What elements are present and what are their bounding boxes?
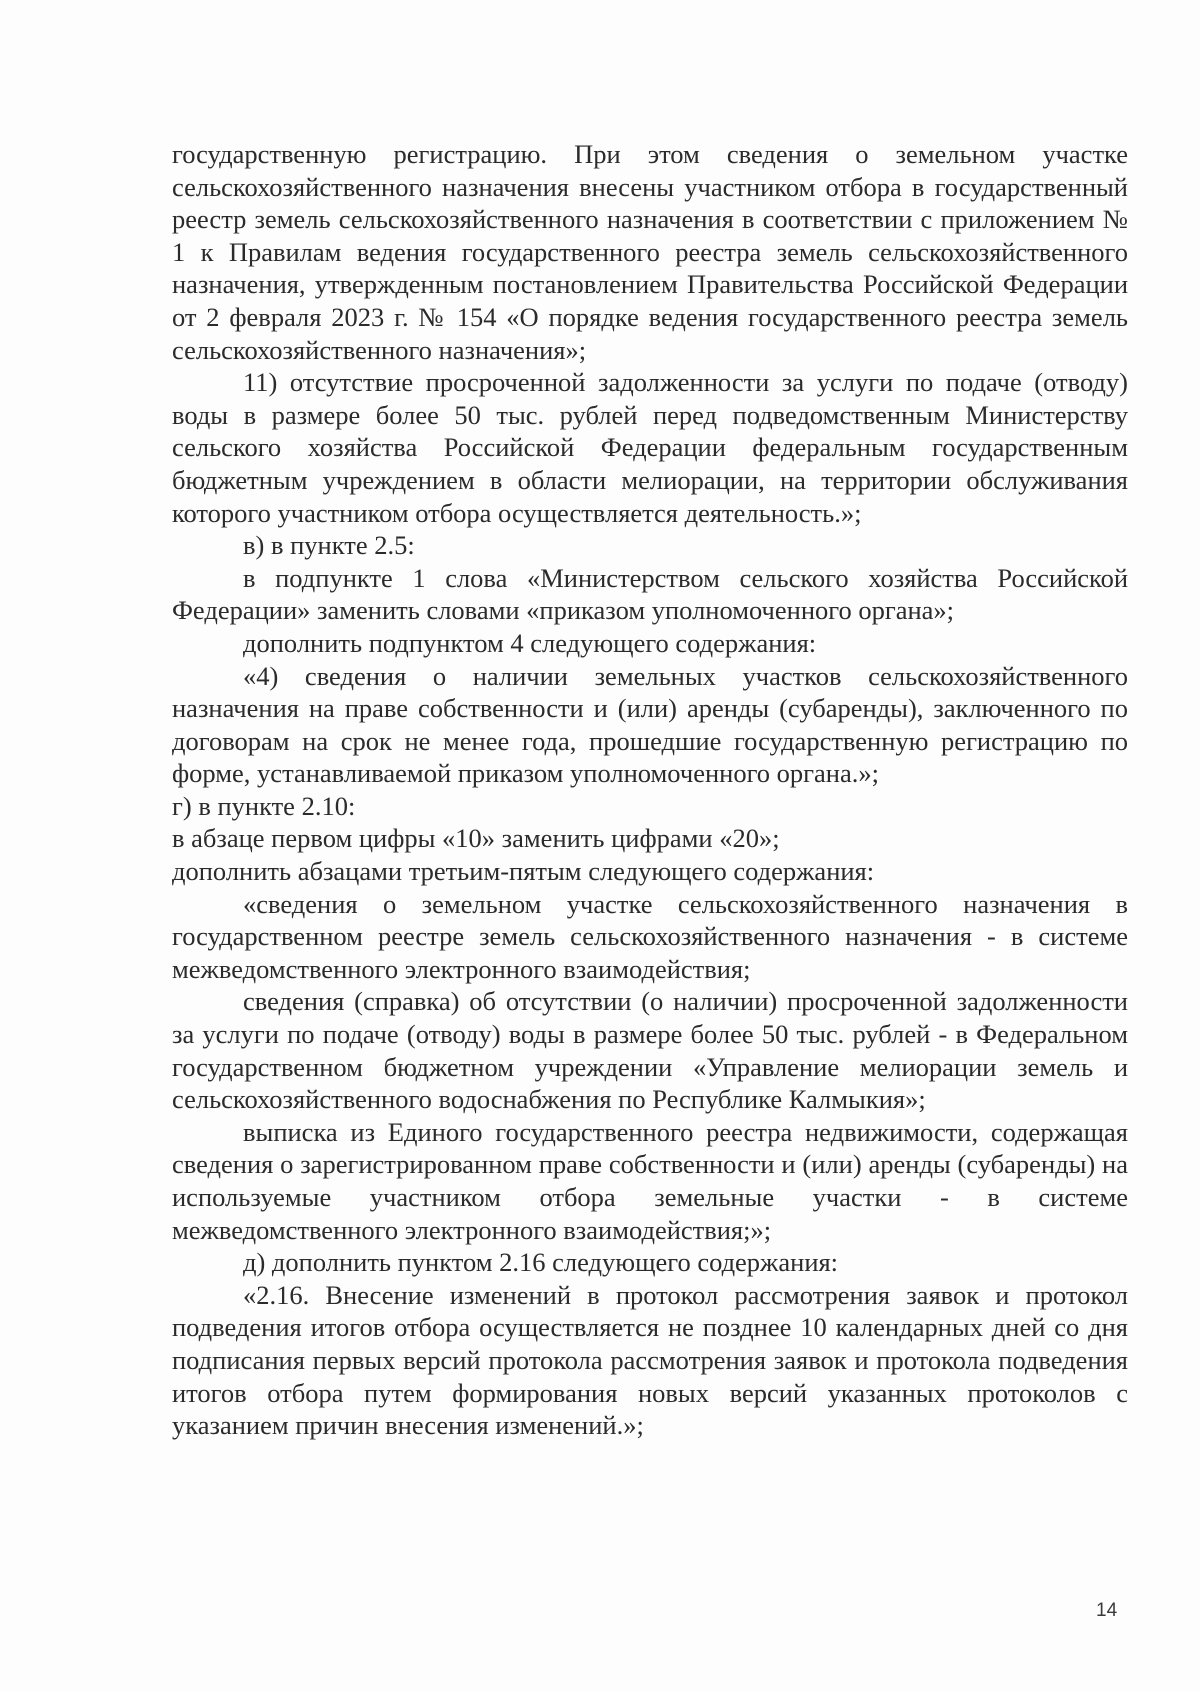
- paragraph-egrn-extract: выписка из Единого государственного реестра недвижимости, содержащая сведения о зарегистрированном праве собственности и (или) аренды (субаренды) на используемые участником отбора земельные участки - в системе межведомственного электронного взаимодействия;»;: [172, 1116, 1128, 1245]
- page-number: 14: [1096, 1600, 1118, 1621]
- paragraph-point-2-16-text: «2.16. Внесение изменений в протокол рассмотрения заявок и протокол подведения итогов отбора осуществляется не позднее 10 календарных дней со дня подписания первых версий протокола рассмотрения заявок и протокола подведения итогов отбора путем формирования новых версий указанных протоколов с указанием причин внесения изменений.»;: [172, 1279, 1128, 1441]
- document-body: [172, 138, 1128, 1442]
- paragraph-add-subitem-4: дополнить подпунктом 4 следующего содержания:: [243, 627, 817, 658]
- paragraph-subitem-1-replace: в подпункте 1 слова «Министерством сельского хозяйства Российской Федерации» заменить словами «приказом уполномоченного органа»;: [172, 562, 1128, 626]
- paragraph-item-11: 11) отсутствие просроченной задолженности за услуги по подаче (отводу) воды в размере более 50 тыс. рублей перед подведомственным Министерству сельского хозяйства Российской Федерации федеральным государственным бюджетным учреждением в области мелиорации, на территории обслуживания которого участником отбора осуществляется деятельность.»;: [172, 367, 1128, 528]
- paragraph-point-2-5: в) в пункте 2.5:: [243, 530, 415, 561]
- paragraph-point-2-10: г) в пункте 2.10:: [172, 790, 356, 821]
- paragraph-add-point-2-16: д) дополнить пунктом 2.16 следующего содержания:: [243, 1247, 839, 1278]
- paragraph-land-register-info: «сведения о земельном участке сельскохозяйственного назначения в государственном реестре земель сельскохозяйственного назначения - в системе межведомственного электронного взаимодействия;: [172, 888, 1128, 984]
- paragraph-replace-digits: в абзаце первом цифры «10» заменить цифрами «20»;: [172, 823, 780, 854]
- paragraph-debt-certificate: сведения (справка) об отсутствии (о наличии) просроченной задолженности за услуги по подаче (отводу) воды в размере более 50 тыс. рублей - в Федеральном государственном бюджетном учреждении «Управление мелиорации земель и сельскохозяйственного водоснабжения по Республике Калмыкия»;: [172, 986, 1128, 1115]
- paragraph-subitem-4-text: «4) сведения о наличии земельных участков сельскохозяйственного назначения на праве собственности и (или) аренды (субаренды), заключенного по договорам на срок не менее года, прошедшие государственную регистрацию по форме, устанавливаемой приказом уполномоченного органа.»;: [172, 660, 1128, 789]
- paragraph-add-paragraphs: дополнить абзацами третьим-пятым следующего содержания:: [172, 856, 875, 887]
- paragraph-registration-continuation: государственную регистрацию. При этом сведения о земельном участке сельскохозяйственного назначения внесены участником отбора в государственный реестр земель сельскохозяйственного назначения в соответствии с приложением № 1 к Правилам ведения государственного реестра земель сельскохозяйственного назначения, утвержденным постановлением Правительства Российской Федерации от 2 февраля 2023 г. № 154 «О порядке ведения государственного реестра земель сельскохозяйственного назначения»;: [172, 139, 1128, 365]
